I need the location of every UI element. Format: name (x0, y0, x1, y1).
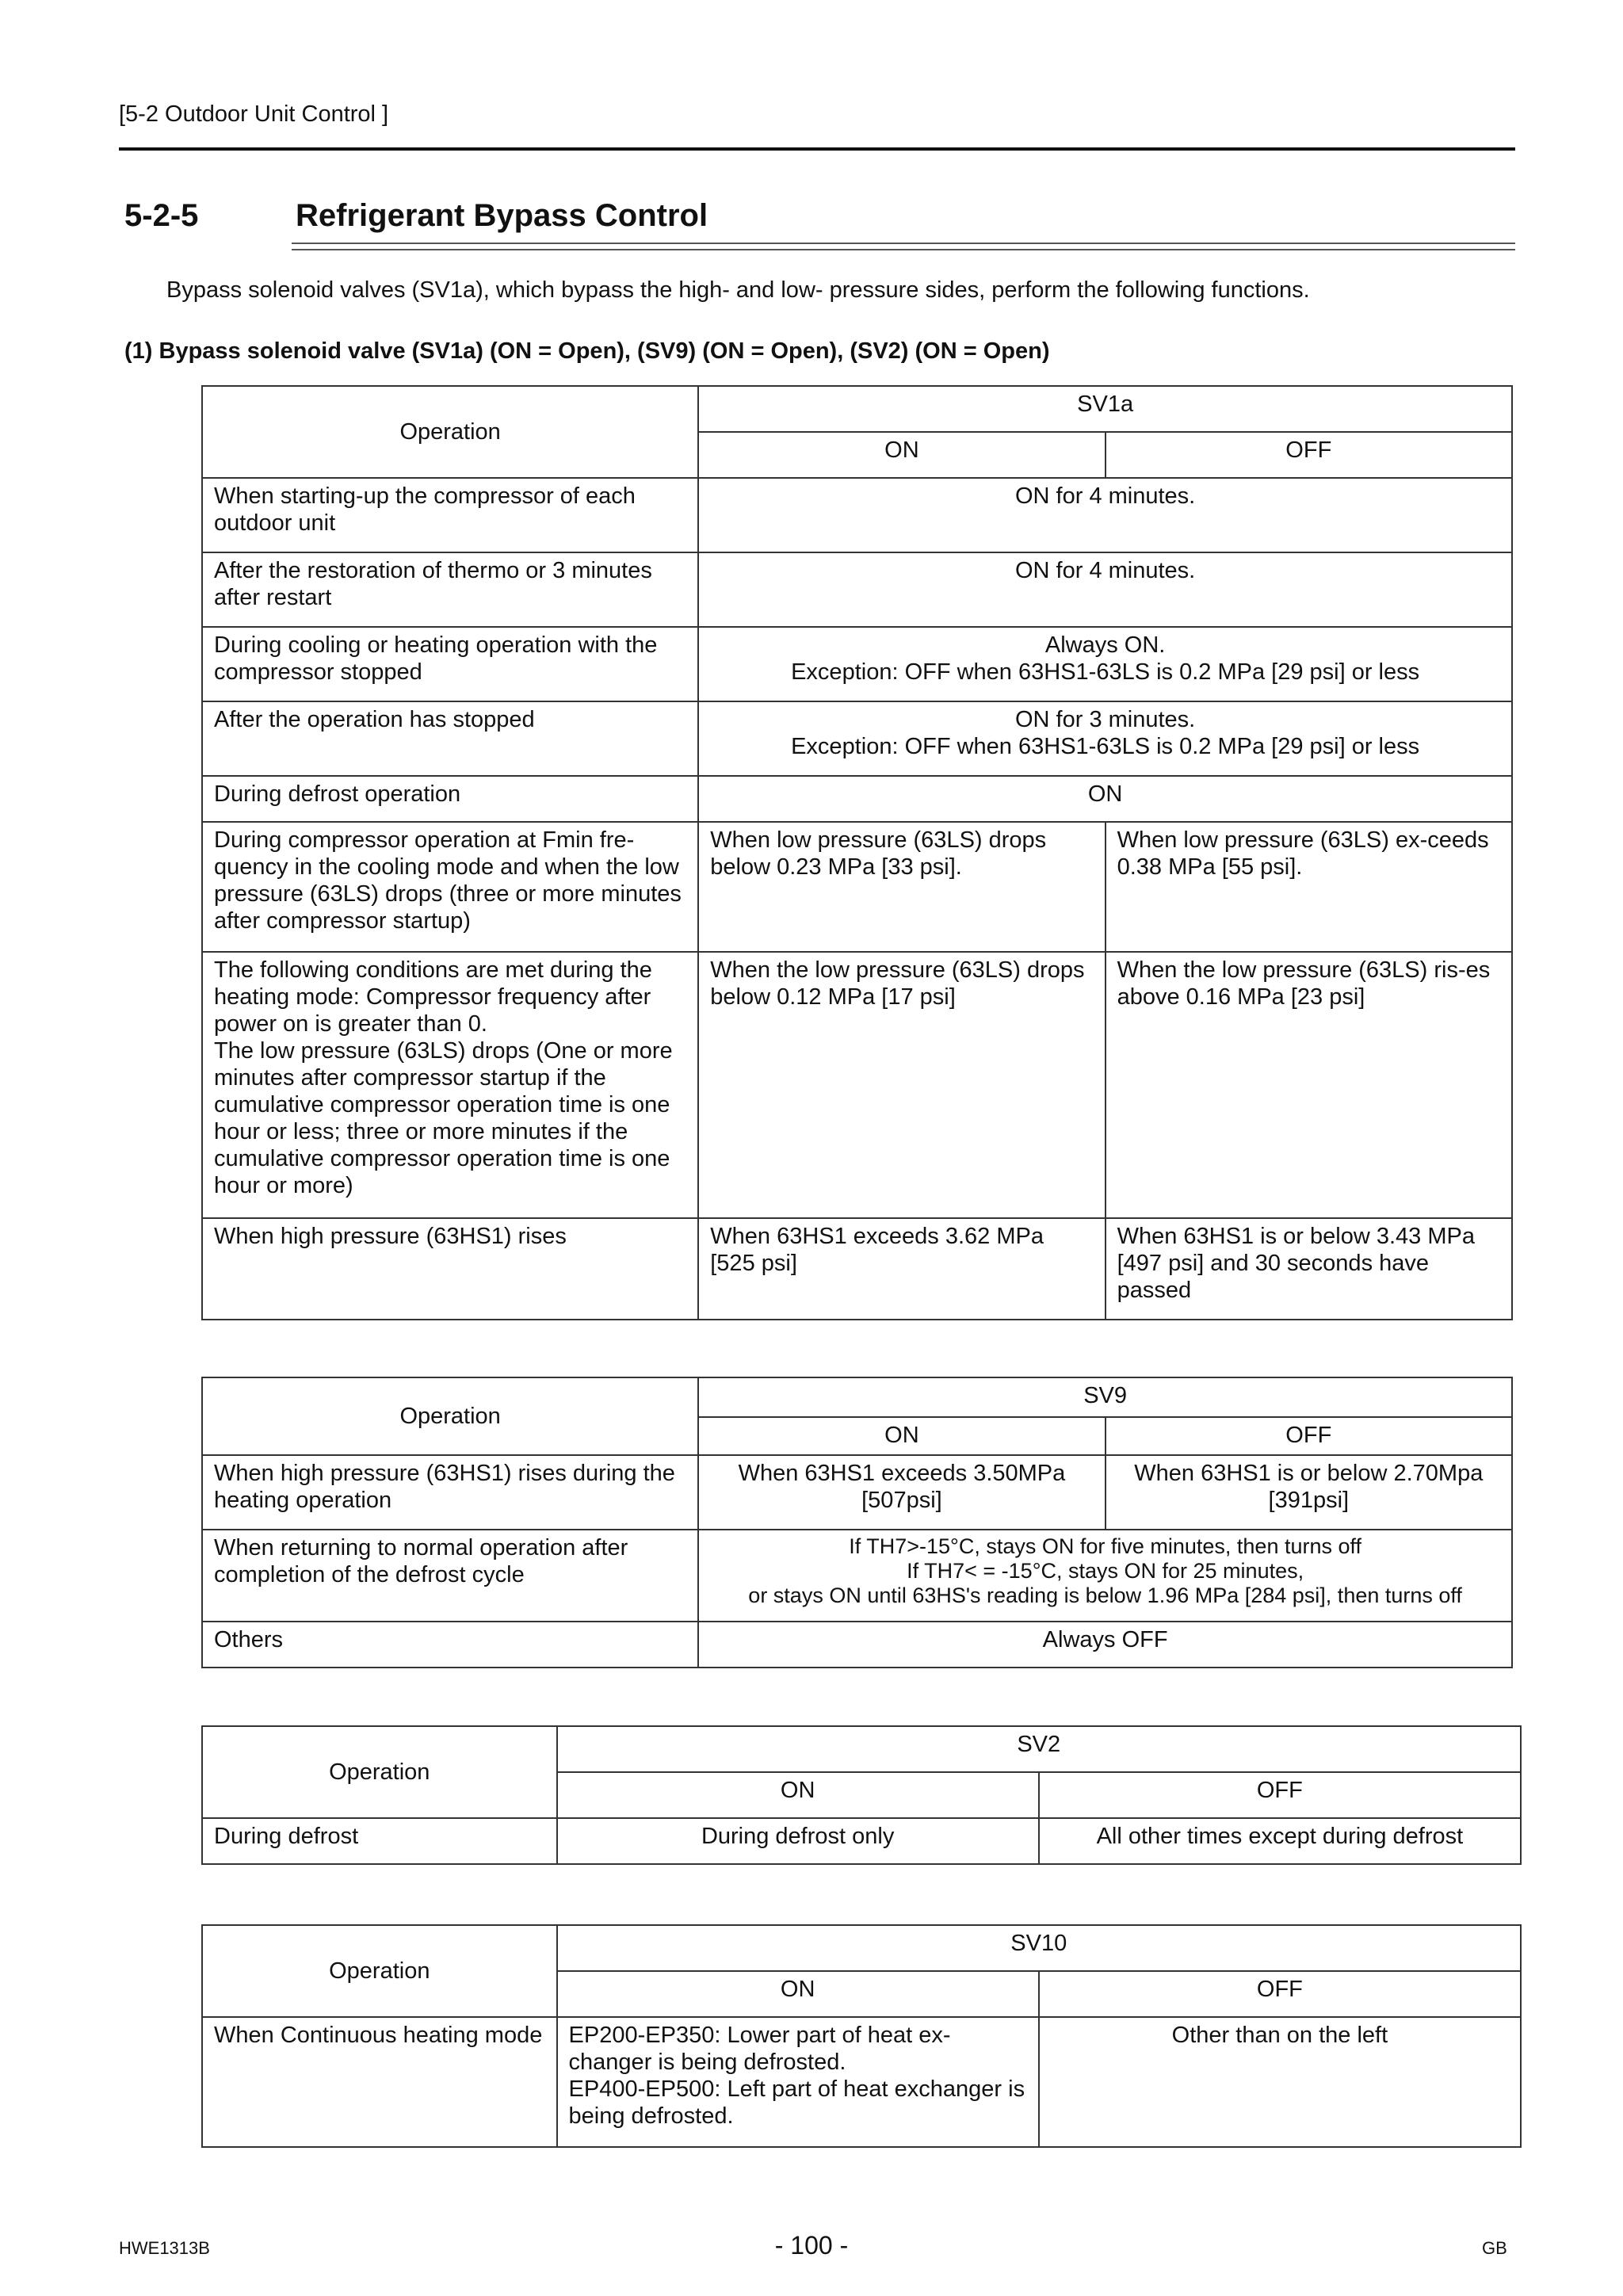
intro-paragraph: Bypass solenoid valves (SV1a), which bypass the high- and low- pressure sides, perform the following functions. (166, 277, 1310, 303)
off-header: OFF (1039, 1971, 1521, 2017)
off-cell: When low pressure (63LS) ex-ceeds 0.38 MPa [55 psi]. (1106, 822, 1512, 952)
operation-cell: After the operation has stopped (202, 701, 698, 776)
table-row (202, 1218, 1512, 1320)
doc-code: HWE1313B (119, 2238, 210, 2258)
section-number: 5-2-5 (124, 198, 199, 233)
on-off-cell: ON for 4 minutes. (698, 552, 1512, 627)
table-row (202, 701, 1512, 776)
table-row (202, 952, 1512, 1218)
operation-header: Operation (202, 1377, 698, 1455)
section-title: Refrigerant Bypass Control (296, 198, 708, 233)
table-row (202, 552, 1512, 627)
table-row (202, 2017, 1521, 2147)
off-cell: When the low pressure (63LS) ris-es above 0.16 MPa [23 psi] (1106, 952, 1512, 1218)
operation-header: Operation (202, 1925, 557, 2017)
on-cell: When 63HS1 exceeds 3.50MPa [507psi] (698, 1455, 1105, 1530)
on-off-cell (698, 627, 1512, 701)
on-header: ON (557, 1971, 1039, 2017)
region-code: GB (1482, 2238, 1507, 2258)
on-header: ON (698, 432, 1105, 478)
table-row (202, 1455, 1512, 1530)
on-cell: When 63HS1 exceeds 3.62 MPa [525 psi] (698, 1218, 1105, 1320)
on-header: ON (698, 1417, 1105, 1455)
operation-cell: When high pressure (63HS1) rises (202, 1218, 698, 1320)
table-row (202, 627, 1512, 701)
on-cell: When low pressure (63LS) drops below 0.23 MPa [33 psi]. (698, 822, 1105, 952)
valve-header: SV2 (557, 1726, 1521, 1772)
valve-header: SV9 (698, 1377, 1512, 1417)
on-off-cell: Always OFF (698, 1622, 1512, 1668)
on-off-cell (698, 1530, 1512, 1622)
on-cell: When the low pressure (63LS) drops below 0.12 MPa [17 psi] (698, 952, 1105, 1218)
header-rule (119, 147, 1515, 151)
operation-cell: When high pressure (63HS1) rises during the heating operation (202, 1455, 698, 1530)
on-off-cell: ON (698, 776, 1512, 822)
operation-header: Operation (202, 386, 698, 478)
valve-header: SV10 (557, 1925, 1521, 1971)
sv9-table (201, 1377, 1513, 1668)
title-rule (292, 243, 1515, 250)
off-cell: Other than on the left (1039, 2017, 1521, 2147)
sv2-table (201, 1725, 1522, 1865)
operation-header: Operation (202, 1726, 557, 1818)
on-header: ON (557, 1772, 1039, 1818)
valve-header: SV1a (698, 386, 1512, 432)
cell-line: EP200-EP350: Lower part of heat ex-changer is being defrosted. (568, 2023, 951, 2075)
off-cell: When 63HS1 is or below 2.70Mpa [391psi] (1106, 1455, 1512, 1530)
operation-cell: When Continuous heating mode (202, 2017, 557, 2147)
on-off-cell: ON for 4 minutes. (698, 478, 1512, 552)
operation-cell: During defrost operation (202, 776, 698, 822)
table-row (202, 776, 1512, 822)
table-row (202, 1818, 1521, 1864)
cell-line: If TH7>-15°C, stays ON for five minutes, then turns off (849, 1534, 1362, 1558)
table-row (202, 478, 1512, 552)
sv1a-table (201, 385, 1513, 1320)
cell-line: The following conditions are met during the heating mode: Compressor frequency after power on is greater than 0. (214, 957, 652, 1037)
operation-cell (202, 952, 698, 1218)
operation-cell: After the restoration of thermo or 3 minutes after restart (202, 552, 698, 627)
off-cell: All other times except during defrost (1039, 1818, 1521, 1864)
off-header: OFF (1106, 432, 1512, 478)
subheading: (1) Bypass solenoid valve (SV1a) (ON = Open), (SV9) (ON = Open), (SV2) (ON = Open) (124, 338, 1050, 364)
table-row (202, 822, 1512, 952)
on-cell (557, 2017, 1039, 2147)
operation-cell: When returning to normal operation after completion of the defrost cycle (202, 1530, 698, 1622)
cell-line: Exception: OFF when 63HS1-63LS is 0.2 MPa [29 psi] or less (791, 659, 1420, 685)
breadcrumb: [5-2 Outdoor Unit Control ] (119, 101, 389, 127)
cell-line: The low pressure (63LS) drops (One or more minutes after compressor startup if the cumulative compressor operation time is one hour or less; three or more minutes if the cumulative compressor operation time is one hour or more) (214, 1038, 673, 1198)
page-number: - 100 - (774, 2231, 849, 2260)
operation-cell: During defrost (202, 1818, 557, 1864)
on-cell: During defrost only (557, 1818, 1039, 1864)
cell-line: ON for 3 minutes. (1015, 707, 1196, 732)
cell-line: EP400-EP500: Left part of heat exchanger is being defrosted. (568, 2076, 1025, 2129)
cell-line: or stays ON until 63HS's reading is below 1.96 MPa [284 psi], then turns off (748, 1584, 1462, 1607)
off-header: OFF (1106, 1417, 1512, 1455)
operation-cell: During cooling or heating operation with the compressor stopped (202, 627, 698, 701)
table-row (202, 1530, 1512, 1622)
operation-cell: During compressor operation at Fmin fre-quency in the cooling mode and when the low pressure (63LS) drops (three or more minutes after compressor startup) (202, 822, 698, 952)
on-off-cell (698, 701, 1512, 776)
operation-cell: When starting-up the compressor of each outdoor unit (202, 478, 698, 552)
off-cell: When 63HS1 is or below 3.43 MPa [497 psi] and 30 seconds have passed (1106, 1218, 1512, 1320)
cell-line: If TH7< = -15°C, stays ON for 25 minutes, (907, 1559, 1304, 1583)
table-row (202, 1622, 1512, 1668)
off-header: OFF (1039, 1772, 1521, 1818)
cell-line: Exception: OFF when 63HS1-63LS is 0.2 MPa [29 psi] or less (791, 734, 1420, 759)
cell-line: Always ON. (1044, 632, 1166, 658)
operation-cell: Others (202, 1622, 698, 1668)
sv10-table (201, 1924, 1522, 2148)
